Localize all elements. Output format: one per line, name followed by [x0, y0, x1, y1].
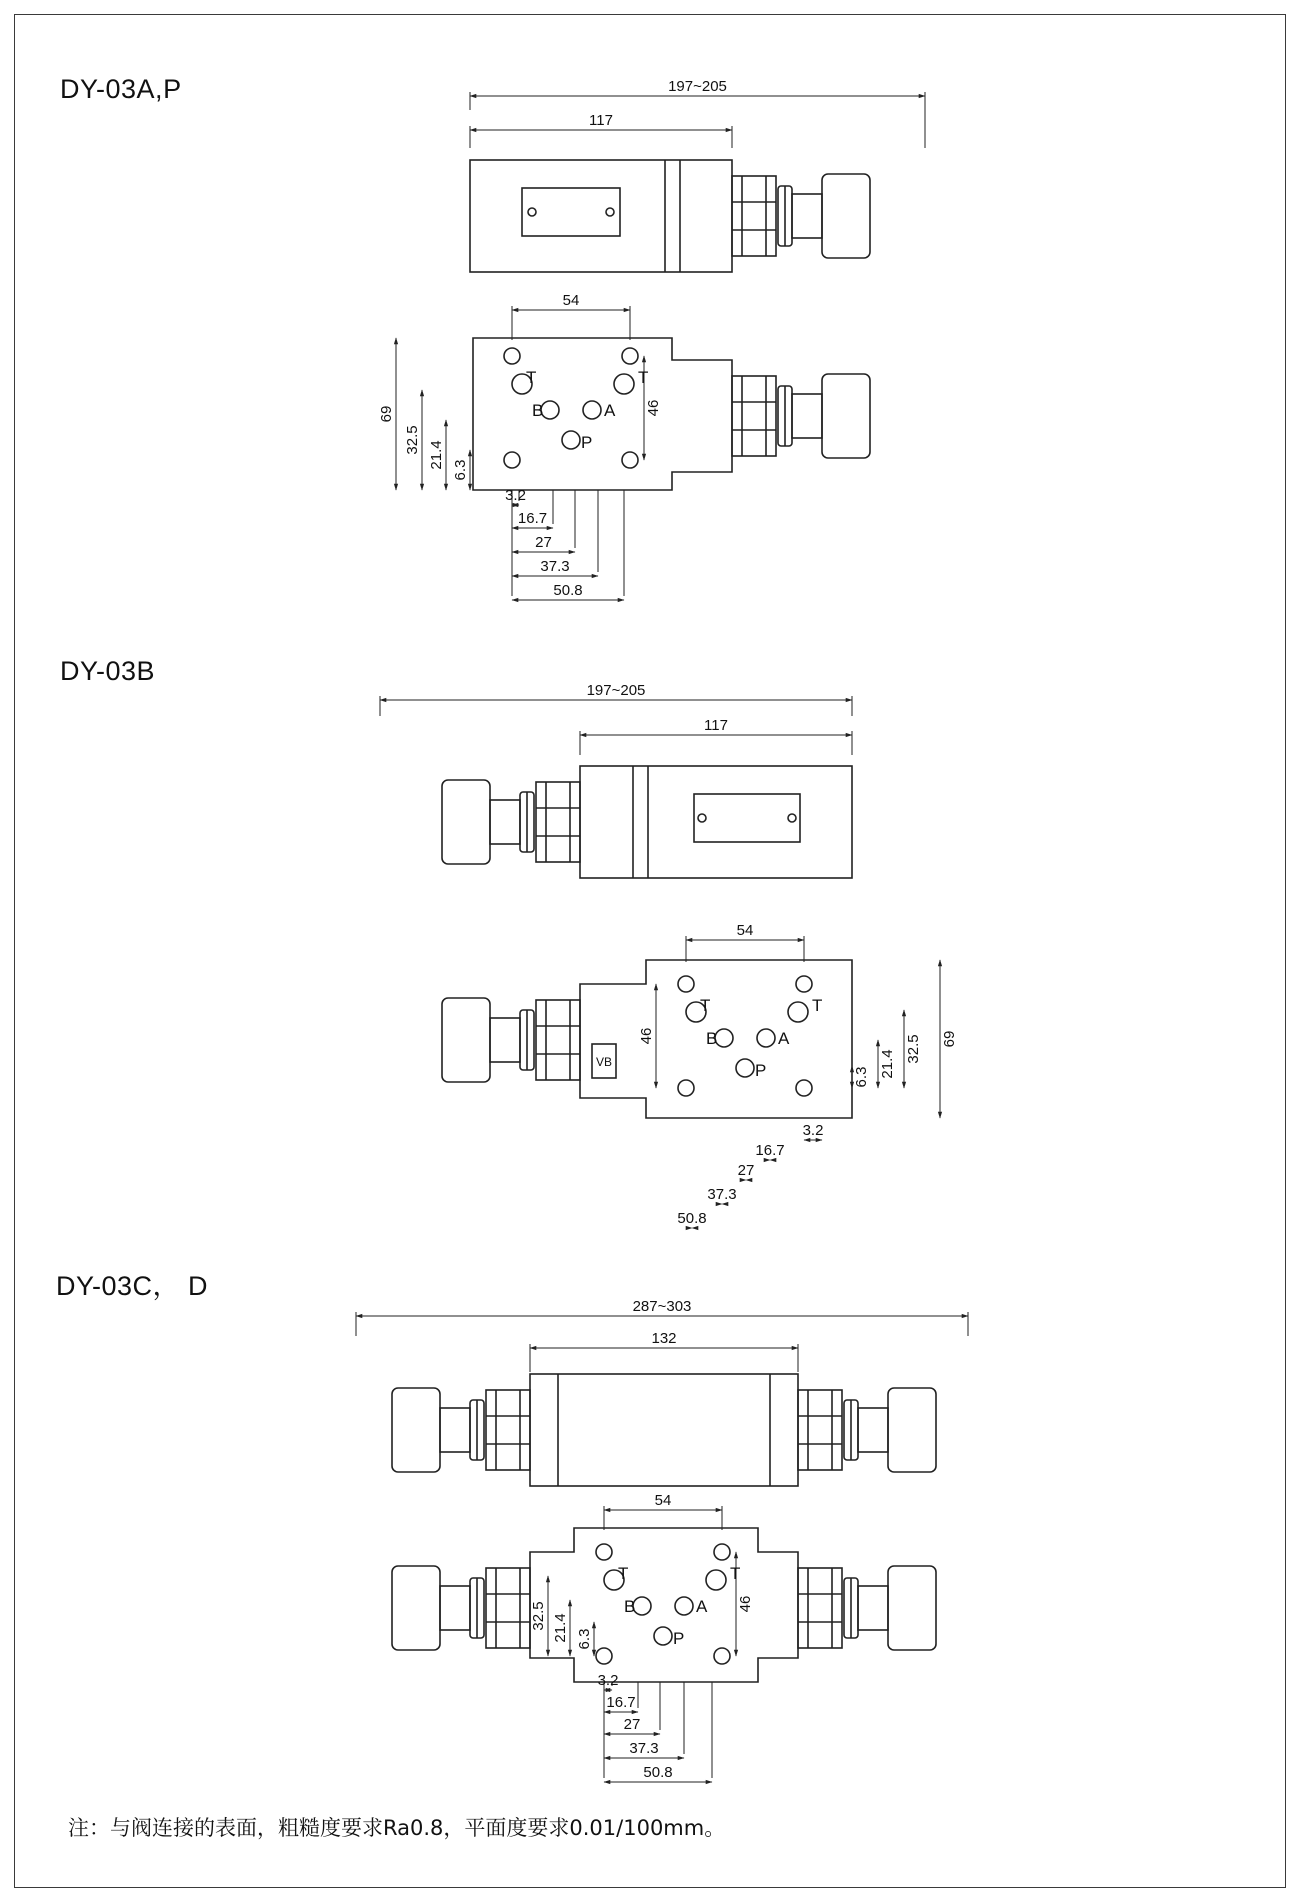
a-port — [504, 348, 638, 468]
cd-dim-overall-label: 287~303 — [632, 1298, 692, 1315]
cd-port-bolt-hole-2 — [596, 1648, 612, 1664]
b-dim-x3-label: 37.3 — [707, 1186, 737, 1203]
a-screw-r — [606, 208, 614, 216]
b-port-port-a — [757, 1029, 775, 1047]
b-vb-label: VB — [595, 1055, 613, 1069]
b-screw-l — [698, 814, 706, 822]
b-screw-r — [788, 814, 796, 822]
a-port-label-a: A — [604, 401, 616, 420]
b-port-adjuster — [442, 998, 580, 1082]
b-dim-x4-label: 50.8 — [677, 1210, 707, 1227]
b-dim-x0-label: 3.2 — [802, 1122, 824, 1139]
b-port-bolt-hole-3 — [796, 1080, 812, 1096]
b-dim-63-label: 6.3 — [853, 1066, 870, 1088]
b-port-label-t2: T — [812, 996, 823, 1015]
model-title-dy03cd: DY-03C， D — [56, 1271, 209, 1301]
b-port-adjuster-hex-nut — [536, 1000, 580, 1080]
b-nameplate — [694, 794, 800, 842]
b-port-adjuster-knob — [442, 998, 490, 1082]
cd-port-adjuster-r — [798, 1566, 936, 1650]
cd-port-label-t2: T — [730, 1564, 741, 1583]
cd-port-adjuster-l-knob — [392, 1566, 440, 1650]
b-side-adjuster-stem — [490, 800, 520, 844]
a-dim-body-label: 117 — [589, 112, 613, 129]
cd-side-adjuster-l — [392, 1388, 530, 1472]
a-side-adjuster-hex-nut — [732, 176, 776, 256]
a-dim-overall-label: 197~205 — [668, 78, 727, 95]
cd-port-label-a: A — [696, 1597, 708, 1616]
b-dim-54-label: 54 — [736, 922, 754, 939]
b-port-bolt-hole-2 — [678, 1080, 694, 1096]
model-title-dy03b: DY-03B — [60, 656, 156, 686]
a-dim-325-label: 32.5 — [404, 425, 421, 455]
cd-dim-63-label: 6.3 — [576, 1628, 593, 1650]
b-side-body — [580, 766, 852, 878]
cd-side-adjuster-r-stem — [858, 1408, 888, 1452]
b-port-adjuster-stem — [490, 1018, 520, 1062]
cd-dim-54-label: 54 — [654, 1492, 672, 1509]
a-port-label-b: B — [532, 401, 544, 420]
cd-side-adjuster-l-stem — [440, 1408, 470, 1452]
a-dim-69-label: 69 — [378, 405, 395, 423]
a-port-bolt-hole-3 — [622, 452, 638, 468]
cd-dim-x1-label: 16.7 — [606, 1694, 636, 1711]
b-port-port-b — [715, 1029, 733, 1047]
model-title-dy03ap: DY-03A,P — [60, 74, 182, 104]
cd-port-label-t1: T — [618, 1564, 629, 1583]
cd-dim-x3-label: 37.3 — [629, 1740, 659, 1757]
cd-dim-214-label: 21.4 — [552, 1613, 569, 1643]
a-port-port-b — [541, 401, 559, 419]
b-dim-overall-label: 197~205 — [586, 682, 646, 699]
a-port-adjuster-stem — [792, 394, 822, 438]
a-port-port-p — [562, 431, 580, 449]
a-screw-l — [528, 208, 536, 216]
a-port-bolt-hole-1 — [622, 348, 638, 364]
cd-port-port-p — [654, 1627, 672, 1645]
a-port-bolt-hole-2 — [504, 452, 520, 468]
cd-port-adjuster-r-hex-nut — [798, 1568, 842, 1648]
cd-port-port-b — [633, 1597, 651, 1615]
b-dim-x2-label: 27 — [737, 1162, 755, 1179]
a-side-adjuster-stem — [792, 194, 822, 238]
a-port-adjuster-hex-nut — [732, 376, 776, 456]
cd-port-adjuster-l — [392, 1566, 530, 1650]
b-dim-x1-label: 16.7 — [755, 1142, 785, 1159]
cd-dim-x0-label: 3.2 — [597, 1672, 619, 1689]
a-dim-x4-label: 50.8 — [553, 582, 583, 599]
a-dim-x3-label: 37.3 — [540, 558, 570, 575]
cd-side-adjuster-r — [798, 1388, 936, 1472]
cd-port-adjuster-l-hex-nut — [486, 1568, 530, 1648]
b-dim-69-label: 69 — [941, 1030, 958, 1048]
cd-dim-x2-label: 27 — [623, 1716, 641, 1733]
cd-port-label-b: B — [624, 1597, 636, 1616]
cd-side-adjuster-r-knob — [888, 1388, 936, 1472]
cd-port — [596, 1544, 730, 1664]
b-side-adjuster-knob — [442, 780, 490, 864]
a-port-port-a — [583, 401, 601, 419]
cd-port-port-t2 — [706, 1570, 726, 1590]
a-side-adjuster-knob — [822, 174, 870, 258]
b-dim-214-label: 21.4 — [879, 1049, 896, 1079]
surface-requirement-note: 注：与阀连接的表面，粗糙度要求Ra0.8，平面度要求0.01/100mm。 — [68, 1816, 726, 1840]
a-port-port-t2 — [614, 374, 634, 394]
a-dim-63-label: 6.3 — [452, 459, 469, 481]
a-dim-x0-label: 3.2 — [505, 487, 526, 504]
cd-port-bolt-hole-0 — [596, 1544, 612, 1560]
b-port-label-t1: T — [700, 996, 711, 1015]
cd-side-adjuster-l-knob — [392, 1388, 440, 1472]
cd-port-label-p: P — [673, 1629, 685, 1648]
a-dim-214-label: 21.4 — [428, 440, 445, 470]
cd-dim-body-label: 132 — [651, 1330, 677, 1347]
b-port-label-p: P — [755, 1061, 767, 1080]
cd-dim-x4-label: 50.8 — [643, 1764, 673, 1781]
cd-port-adjuster-l-stem — [440, 1586, 470, 1630]
a-dim-x1-label: 16.7 — [517, 510, 548, 527]
cd-dim-46-label: 46 — [737, 1595, 754, 1613]
b-port-port-t2 — [788, 1002, 808, 1022]
b-port-label-a: A — [778, 1029, 790, 1048]
b-side-adjuster — [442, 780, 580, 864]
cd-port-bolt-hole-3 — [714, 1648, 730, 1664]
a-port-adjuster — [732, 374, 870, 458]
a-port-label-p: P — [581, 433, 593, 452]
cd-port-adjuster-r-knob — [888, 1566, 936, 1650]
a-dim-46-label: 46 — [645, 399, 662, 417]
b-port-bolt-hole-1 — [796, 976, 812, 992]
b-port-label-b: B — [706, 1029, 718, 1048]
b-dim-325-label: 32.5 — [905, 1034, 922, 1064]
cd-port-port-a — [675, 1597, 693, 1615]
a-port-adjuster-knob — [822, 374, 870, 458]
cd-dim-325-label: 32.5 — [530, 1601, 547, 1631]
b-port — [678, 976, 812, 1096]
b-port-port-p — [736, 1059, 754, 1077]
a-side-adjuster — [732, 174, 870, 258]
a-port-label-t1: T — [526, 368, 537, 387]
b-side-adjuster-hex-nut — [536, 782, 580, 862]
cd-side-adjuster-l-hex-nut — [486, 1390, 530, 1470]
cd-port-bolt-hole-1 — [714, 1544, 730, 1560]
a-port-bolt-hole-0 — [504, 348, 520, 364]
a-port-label-t2: T — [638, 368, 649, 387]
a-side-body — [470, 160, 732, 272]
a-dim-x2-label: 27 — [535, 534, 552, 551]
b-dim-46-label: 46 — [638, 1027, 655, 1045]
b-port-bolt-hole-0 — [678, 976, 694, 992]
cd-port-adjuster-r-stem — [858, 1586, 888, 1630]
a-dim-54-label: 54 — [562, 292, 580, 309]
cd-side-adjuster-r-hex-nut — [798, 1390, 842, 1470]
cd-side-body — [530, 1374, 798, 1486]
b-dim-body-label: 117 — [704, 717, 728, 734]
